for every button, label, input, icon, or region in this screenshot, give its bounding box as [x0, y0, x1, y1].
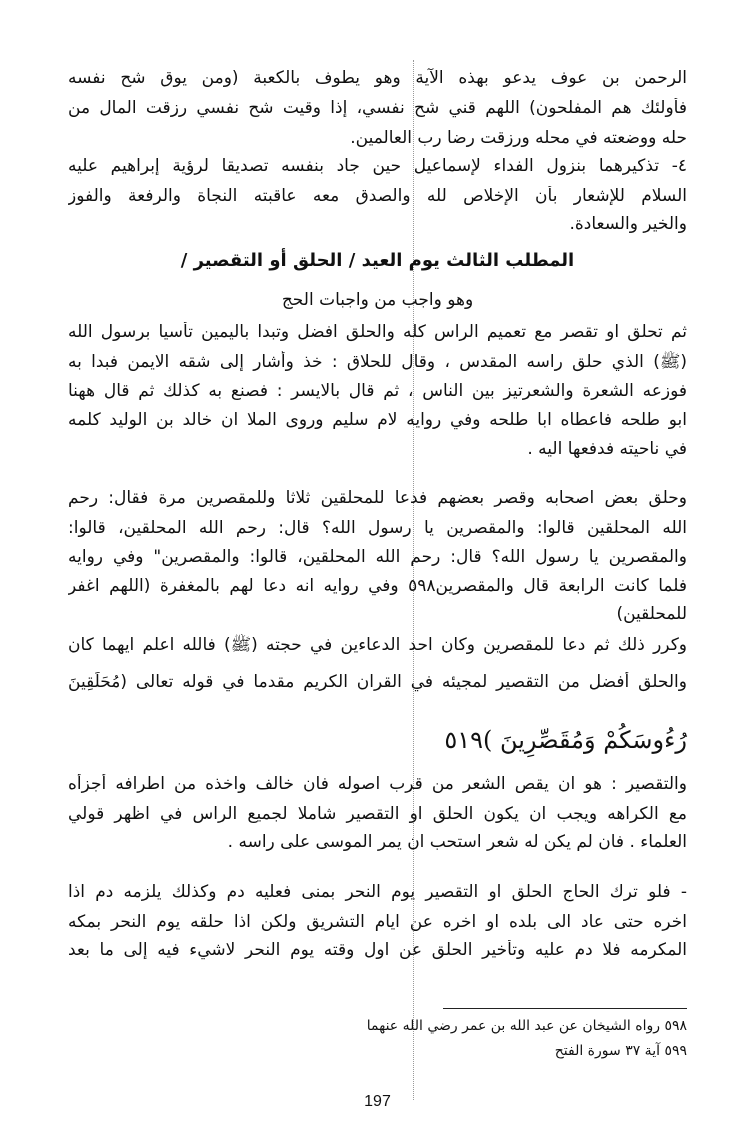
- text-line: والحلق أفضل من التقصير لمجيئه في القران الكريم مقدما في قوله تعالى (مُحَلِّقِينَ: [68, 672, 687, 692]
- text-line: فأولئك هم المفلحون) اللهم قني شح نفسي، إذا وقيت شح نفسي رزقت المال من: [68, 98, 687, 118]
- text-line: حله ووضعته في محله ورزقت رضا رب العالمين.: [350, 128, 687, 148]
- text-line: العلماء . فان لم يكن له شعر استحب ان يمر الموسى على راسه .: [227, 832, 687, 852]
- footnote-599: ٥٩٩ آية ٣٧ سورة الفتح: [554, 1043, 687, 1059]
- text-line: وحلق بعض اصحابه وقصر بعضهم فدعا للمحلقين ثلاثا وللمقصرين مرة فقال: رحم: [68, 488, 687, 508]
- text-line: مع الكراهه ويجب ان يكون الحلق او التقصير شاملا لجميع الراس في اظهر قولي: [68, 804, 687, 824]
- text-line: والتقصير : هو ان يقص الشعر من قرب اصوله فان خالف واخذه من اطرافه أجزأه: [68, 774, 687, 794]
- text-line: - فلو ترك الحاج الحلق او التقصير يوم النحر بمنى فعليه دم وكذلك يلزمه دم اذا: [68, 882, 687, 902]
- text-line: الرحمن بن عوف يدعو بهذه الآية وهو يطوف بالكعبة (ومن يوق شح نفسه: [68, 68, 687, 88]
- text-line: السلام للإشعار بأن الإخلاص لله والصدق معه عاقبته النجاة والرفعة والفوز: [68, 186, 687, 206]
- text-line: للمحلقين): [616, 604, 687, 624]
- text-line: في ناحيته فدفعها اليه .: [527, 439, 687, 459]
- text-line: فلما كانت الرابعة قال والمقصرين٥٩٨ وفي روايه انه دعا لهم بالمغفرة (اللهم اغفر: [68, 576, 687, 596]
- section-heading: المطلب الثالث يوم العيد / الحلق أو التقصير /: [180, 250, 575, 271]
- text-line: الله المحلقين قالوا: والمقصرين يا رسول الله؟ قال: رحم الله المحلقين، قالوا:: [68, 518, 687, 538]
- text-line: فوزعه الشعرة والشعرتيز بين الناس ، ثم قال بالايسر : فصنع به كذلك ثم قال ههنا: [68, 381, 687, 401]
- text-line: وكرر ذلك ثم دعا للمقصرين وكان احد الدعاءين في حجته (ﷺ) فالله اعلم ايهما كان: [68, 635, 687, 655]
- quran-verse: رُءُوسَكُمْ وَمُقَصِّرِينَ )٥١٩: [444, 726, 687, 754]
- text-line: المكرمه فلا دم عليه وتأخير الحلق عن اول وقته يوم النحر لاشيء فيه إلى ما بعد: [68, 940, 687, 960]
- text-line: اخره حتى عاد الى بلده او اخره عن ايام التشريق ولكن اذا حلقه يوم النحر بمكه: [68, 912, 687, 932]
- page-number: 197: [364, 1093, 391, 1110]
- text-line: ٤- تذكيرهما بنزول الفداء لإسماعيل حين جاد بنفسه تصديقا لرؤية إبراهيم عليه: [68, 156, 687, 176]
- text-line: والخير والسعادة.: [569, 214, 687, 234]
- section-subheading: وهو واجب من واجبات الحج: [281, 290, 474, 310]
- text-line: (ﷺ) الذي حلق راسه المقدس ، وقال للحلاق : خذ وأشار إلى شقه الايمن فبدا به: [68, 352, 687, 372]
- footnote-separator: [443, 1008, 687, 1009]
- text-line: ابو طلحه فاعطاه ابا طلحه وفي روايه لام سليم وروى الملا ان خالد بن الوليد كلمه: [68, 410, 687, 430]
- text-line: والمقصرين يا رسول الله؟ قال: رحم الله المحلقين، قالوا: والمقصرين" وفي روايه: [68, 547, 687, 567]
- footnote-598: ٥٩٨ رواه الشيخان عن عبد الله بن عمر رضي الله عنهما: [366, 1018, 687, 1034]
- text-line: ثم تحلق او تقصر مع تعميم الراس كله والحلق افضل وتبدا باليمين تأسيا برسول الله: [68, 322, 687, 342]
